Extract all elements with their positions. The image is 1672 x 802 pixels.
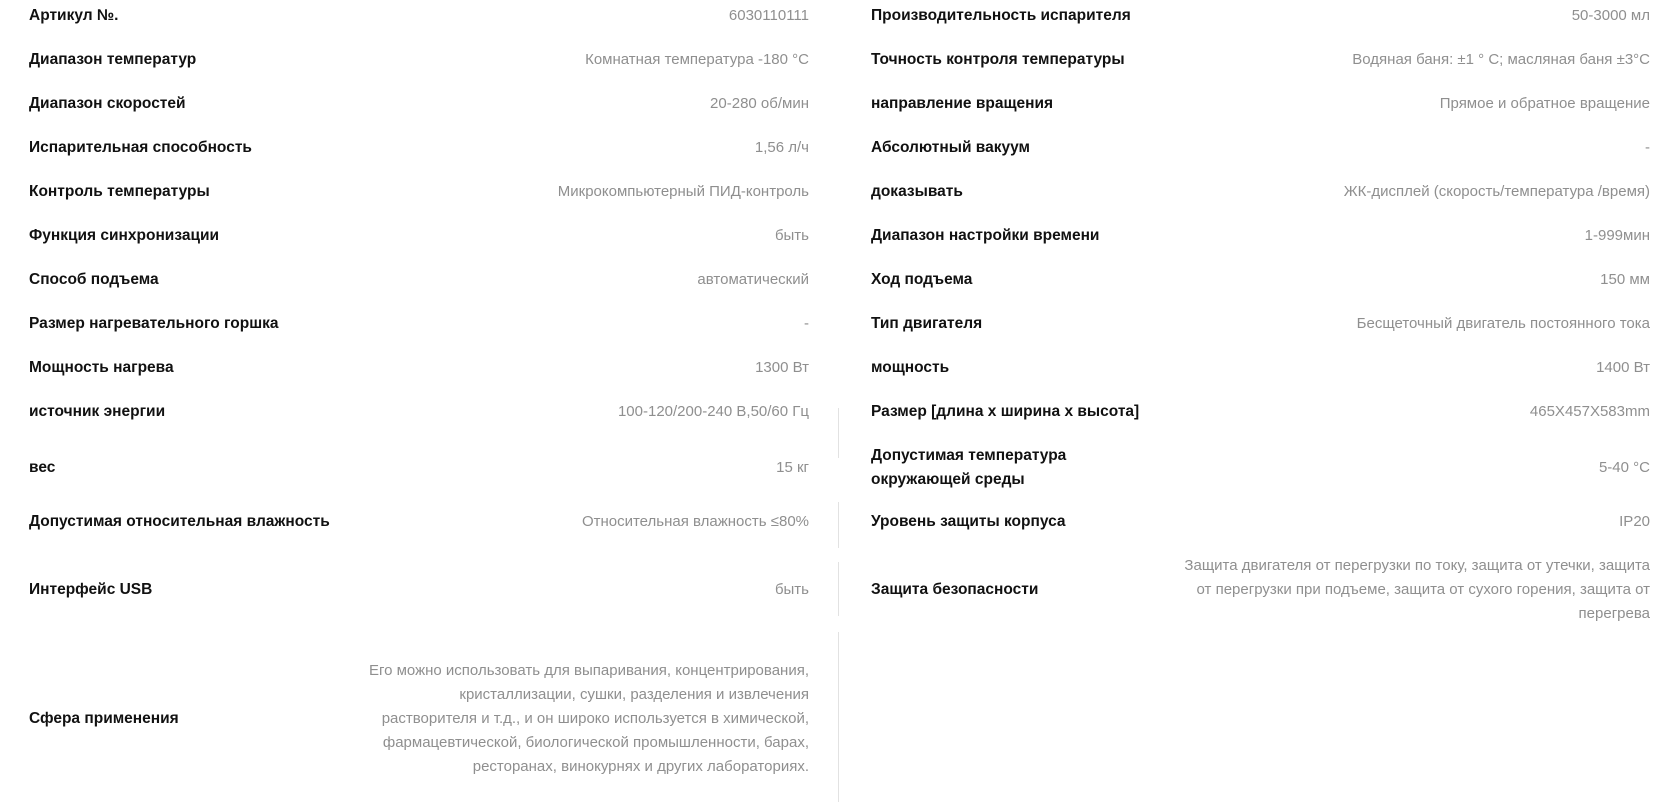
spec-value: IP20 [1619,513,1650,530]
spec-value: Относительная влажность ≤80% [581,513,809,530]
spec-label: Ход подъема [871,271,973,288]
spec-label: Размер нагревательного горшка [29,315,279,332]
spec-value: Прямое и обратное вращение [1439,95,1650,112]
spec-row-temperature-control [0,176,838,208]
spec-label: Защита безопасности [871,581,1039,598]
spec-label: Способ подъема [29,271,159,288]
spec-value: 15 кг [776,459,809,476]
spec-row-temperature-accuracy [838,44,1672,76]
spec-label: Контроль температуры [29,183,210,200]
spec-value: - [1645,139,1650,156]
spec-value: 1-999мин [1584,227,1650,244]
spec-label: Тип двигателя [871,315,983,332]
spec-value: - [804,315,809,332]
spec-label: Диапазон настройки времени [871,227,1100,244]
spec-value: Его можно использовать для выпаривания, концентрирования, кристаллизации, сушки, разделения и извлечения растворителя и т.д., и он широко используется в химической, фармацевтической, биологической промышленности, барах, ресторанах, винокурнях и других лабораториях. [368,662,809,775]
spec-row-relative-humidity [0,506,838,538]
spec-row-rotation-direction [838,88,1672,120]
spec-label: Допустимая температура окружающей среды [871,447,1067,488]
spec-row-usb-interface [0,574,838,606]
spec-label: вес [29,459,56,476]
spec-label: Интерфейс USB [29,581,153,598]
spec-label: доказывать [871,183,963,200]
spec-label: мощность [871,359,950,376]
spec-label: Мощность нагрева [29,359,174,376]
spec-row-application [0,644,838,794]
spec-row-evaporator-capacity [838,0,1672,32]
spec-row-display [838,176,1672,208]
spec-row-power-source [0,396,838,428]
spec-label: Абсолютный вакуум [871,139,1030,156]
spec-row-sync-function [0,220,838,252]
spec-label: Диапазон температур [29,51,197,68]
spec-label: Диапазон скоростей [29,95,186,112]
spec-value: 50-3000 мл [1571,7,1650,24]
spec-value: Микрокомпьютерный ПИД-контроль [557,183,809,200]
spec-value: 1,56 л/ч [754,139,809,156]
spec-value: 1300 Вт [755,359,809,376]
spec-row-temperature-range [0,44,838,76]
spec-row-time-setting-range [838,220,1672,252]
spec-value: 5-40 °C [1598,459,1650,476]
spec-label: Испарительная способность [29,139,252,156]
spec-label: Сфера применения [29,710,179,727]
spec-row-heating-power [0,352,838,384]
spec-row-lift-stroke [838,264,1672,296]
spec-value: Водяная баня: ±1 ° C; масляная баня ±3°C [1352,51,1650,68]
spec-label: Допустимая относительная влажность [29,513,330,530]
spec-value: 1400 Вт [1596,359,1650,376]
spec-label: Уровень защиты корпуса [871,513,1066,530]
spec-label: Производительность испарителя [871,7,1131,24]
spec-row-dimensions [838,396,1672,428]
spec-row-safety-protection [838,554,1672,626]
spec-row-lift-method [0,264,838,296]
column-divider [838,632,839,802]
spec-value: Бесщеточный двигатель постоянного тока [1356,315,1650,332]
spec-value: автоматический [697,271,809,288]
spec-row-motor-type [838,308,1672,340]
spec-row-evaporation-capacity [0,132,838,164]
spec-label: источник энергии [29,403,166,420]
spec-value: 465X457X583mm [1529,403,1650,420]
spec-value: 100-120/200-240 В,50/60 Гц [617,403,809,420]
spec-value: быть [774,227,809,244]
spec-row-weight [0,450,838,486]
spec-label: Функция синхронизации [29,227,220,244]
spec-value: 6030110111 [728,7,809,24]
spec-label: Размер [длина х ширина х высота] [871,403,1140,420]
spec-value: 150 мм [1600,271,1650,288]
spec-label: направление вращения [871,95,1054,112]
spec-row-heating-pot-size [0,308,838,340]
spec-row-article [0,0,838,32]
spec-value: 20-280 об/мин [710,95,809,112]
spec-value: ЖК-дисплей (скорость/температура /время) [1343,183,1650,200]
spec-row-protection-level [838,506,1672,538]
spec-row-ambient-temperature [838,442,1672,494]
spec-label: Артикул №. [29,7,119,24]
spec-value: быть [774,581,809,598]
spec-row-power [838,352,1672,384]
spec-value: Защита двигателя от перегрузки по току, защита от утечки, защита от перегрузки при подъеме, защита от сухого горения, защита от перегрева [1184,557,1650,622]
spec-row-absolute-vacuum [838,132,1672,164]
spec-label: Точность контроля температуры [871,51,1125,68]
spec-value: Комнатная температура -180 °C [585,51,809,68]
spec-row-speed-range [0,88,838,120]
